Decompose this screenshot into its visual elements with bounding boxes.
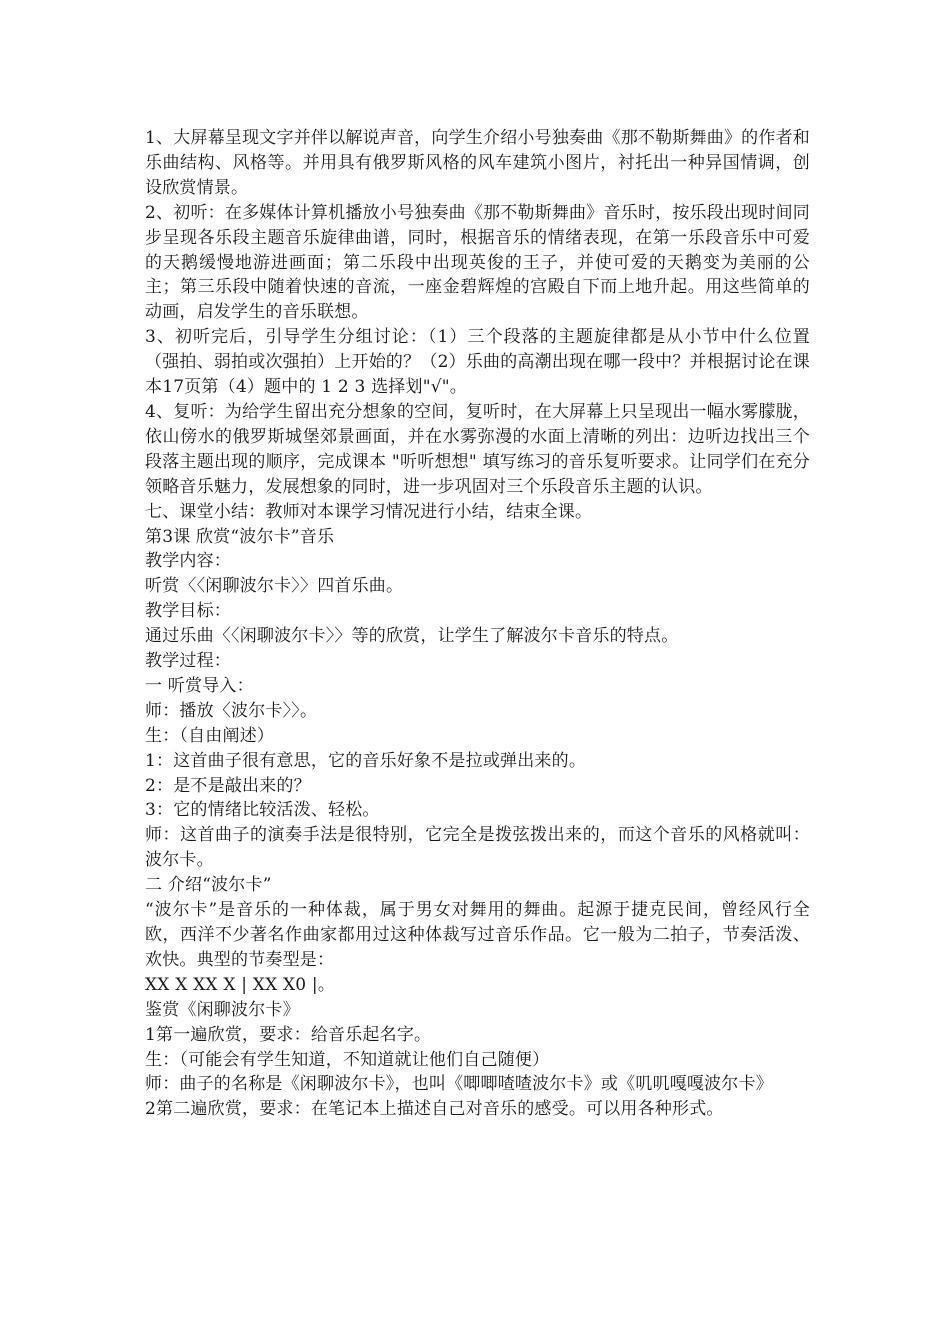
paragraph: 生：（可能会有学生知道，不知道就让他们自己随便） <box>145 1049 550 1070</box>
document-body <box>145 126 810 1122</box>
section-label: 教学目标： <box>145 601 231 622</box>
paragraph: 生：（自由阐述） <box>145 725 275 746</box>
paragraph: 师：曲子的名称是《闲聊波尔卡》，也叫《唧唧喳喳波尔卡》或《叽叽嘎嘎波尔卡》 <box>145 1074 773 1095</box>
section-heading: 鉴赏《闲聊波尔卡》 <box>145 999 300 1020</box>
section-label: 教学过程： <box>145 651 231 672</box>
paragraph: 3：它的情绪比较活泼、轻松。 <box>145 800 380 821</box>
rhythm-pattern: XX X XX X | XX X0 |。 <box>145 974 336 995</box>
paragraph: 4、复听：为给学生留出充分想象的空间，复听时，在大屏幕上只呈现出一幅水雾朦胧，依山傍水的俄罗斯城堡郊景画面，并在水雾弥漫的水面上清晰的列出：边听边找出三个段落主题出现的顺序，完成课本 "听听想想" 填写练习的音乐复听要求。让同学们在充分领略音乐魅力，发展想象的同时，进一步巩固对三个乐段音乐主题的认识。 <box>145 401 810 497</box>
paragraph: 听赏〈〈闲聊波尔卡〉〉四首乐曲。 <box>145 576 404 597</box>
section-heading: 一 听赏导入： <box>145 675 254 696</box>
paragraph: 3、初听完后，引导学生分组讨论：（1）三个段落的主题旋律都是从小节中什么位置（强拍、弱拍或次强拍）上开始的？（2）乐曲的高潮出现在哪一段中？并根据讨论在课本17页第（4）题中的 1 2 3 选择划"√"。 <box>145 327 810 398</box>
section-label: 教学内容： <box>145 551 231 572</box>
paragraph: 1、大屏幕呈现文字并伴以解说声音，向学生介绍小号独奏曲《那不勒斯舞曲》的作者和乐曲结构、风格等。并用具有俄罗斯风格的风车建筑小图片，衬托出一种异国情调，创设欣赏情景。 <box>145 128 810 198</box>
section-heading: 二 介绍“波尔卡” <box>145 875 272 896</box>
paragraph: 师：播放〈波尔卡〉〉。 <box>145 700 318 721</box>
paragraph: 1第一遍欣赏，要求：给音乐起名字。 <box>145 1024 432 1045</box>
paragraph: 通过乐曲〈〈闲聊波尔卡〉〉等的欣赏，让学生了解波尔卡音乐的特点。 <box>145 626 679 647</box>
paragraph: 2第二遍欣赏，要求：在笔记本上描述自己对音乐的感受。可以用各种形式。 <box>145 1099 724 1120</box>
lesson-title: 第3课 欣赏“波尔卡”音乐 <box>145 526 335 547</box>
paragraph: 师：这首曲子的演奏手法是很特别，它完全是拨弦拨出来的，而这个音乐的风格就叫：波尔卡。 <box>145 825 810 871</box>
paragraph: 七、课堂小结：教师对本课学习情况进行小结，结束全课。 <box>145 501 593 522</box>
paragraph: 2：是不是敲出来的？ <box>145 775 311 796</box>
paragraph: 1：这首曲子很有意思，它的音乐好象不是拉或弹出来的。 <box>145 750 587 771</box>
paragraph: 2、初听：在多媒体计算机播放小号独奏曲《那不勒斯舞曲》音乐时，按乐段出现时间同步呈现各乐段主题音乐旋律曲谱，同时，根据音乐的情绪表现，在第一乐段音乐中可爱的天鹅缓慢地游进画面；第二乐段中出现英俊的王子，并使可爱的天鹅变为美丽的公主；第三乐段中随着快速的音流，一座金碧辉煌的宫殿自下而上地升起。用这些简单的动画，启发学生的音乐联想。 <box>145 202 810 323</box>
paragraph: “波尔卡”是音乐的一种体裁，属于男女对舞用的舞曲。起源于捷克民间，曾经风行全欧，西洋不少著名作曲家都用过这种体裁写过音乐作品。它一般为二拍子，节奏活泼、欢快。典型的节奏型是： <box>145 900 810 970</box>
